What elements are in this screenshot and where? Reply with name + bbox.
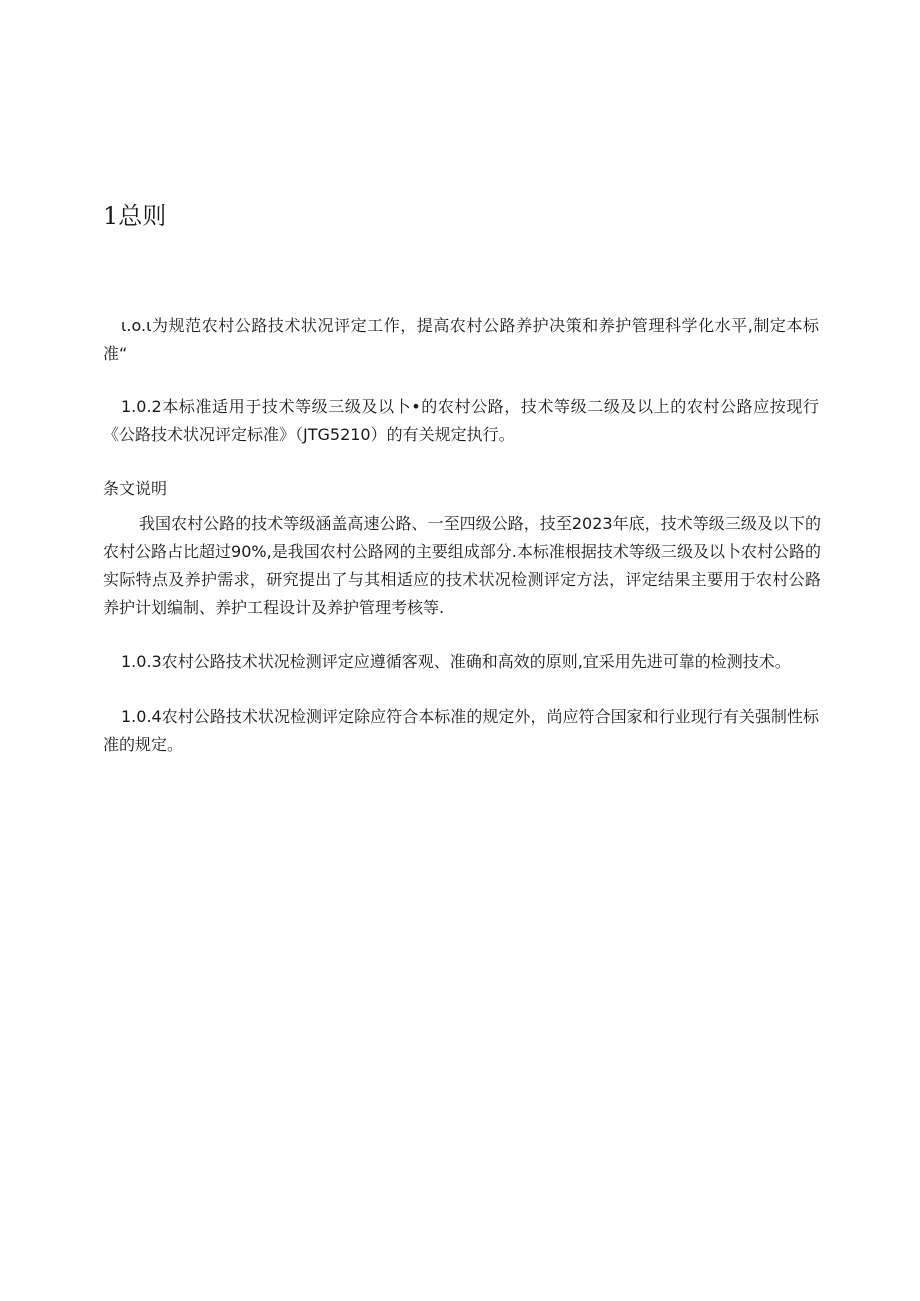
- explanation-heading: 条文说明: [103, 479, 168, 498]
- clause-text: 为规范农村公路技术状况评定工作，提高农村公路养护决策和养护管理科学化水平,制定本标准“: [103, 316, 819, 363]
- clause-1-0-1: [103, 312, 819, 368]
- clause-number: ι.o.ι: [121, 316, 152, 335]
- clause-text: 农村公路技术状况检测评定除应符合本标准的规定外，尚应符合国家和行业现行有关强制性标准的规定。: [103, 707, 819, 754]
- clause-1-0-2: [103, 393, 819, 449]
- clause-1-0-4: [103, 703, 819, 759]
- clause-number: 1.0.2: [121, 397, 162, 416]
- chapter-title: 1总则: [103, 202, 167, 230]
- clause-text: 农村公路技术状况检测评定应遵循客观、准确和高效的原则,宜采用先进可靠的检测技术。: [161, 652, 791, 671]
- clause-1-0-3: [103, 648, 819, 676]
- clause-text: 本标准适用于技术等级三级及以卜•的农村公路，技术等级二级及以上的农村公路应按现行《公路技术状况评定标准》（JTG5210）的有关规定执行。: [103, 397, 819, 444]
- clause-number: 1.0.3: [121, 652, 162, 671]
- clause-number: 1.0.4: [121, 707, 162, 726]
- explanation-body: 我国农村公路的技术等级涵盖高速公路、一至四级公路，技至2023年底，技术等级三级及以下的农村公路占比超过90%,是我国农村公路网的主要组成部分.本标准根据技术等级三级及以卜农村公路的实际特点及养护需求，研究提出了与其相适应的技术状况检测评定方法，评定结果主要用于农村公路养护计划编制、养护工程设计及养护管理考核等.: [103, 514, 821, 617]
